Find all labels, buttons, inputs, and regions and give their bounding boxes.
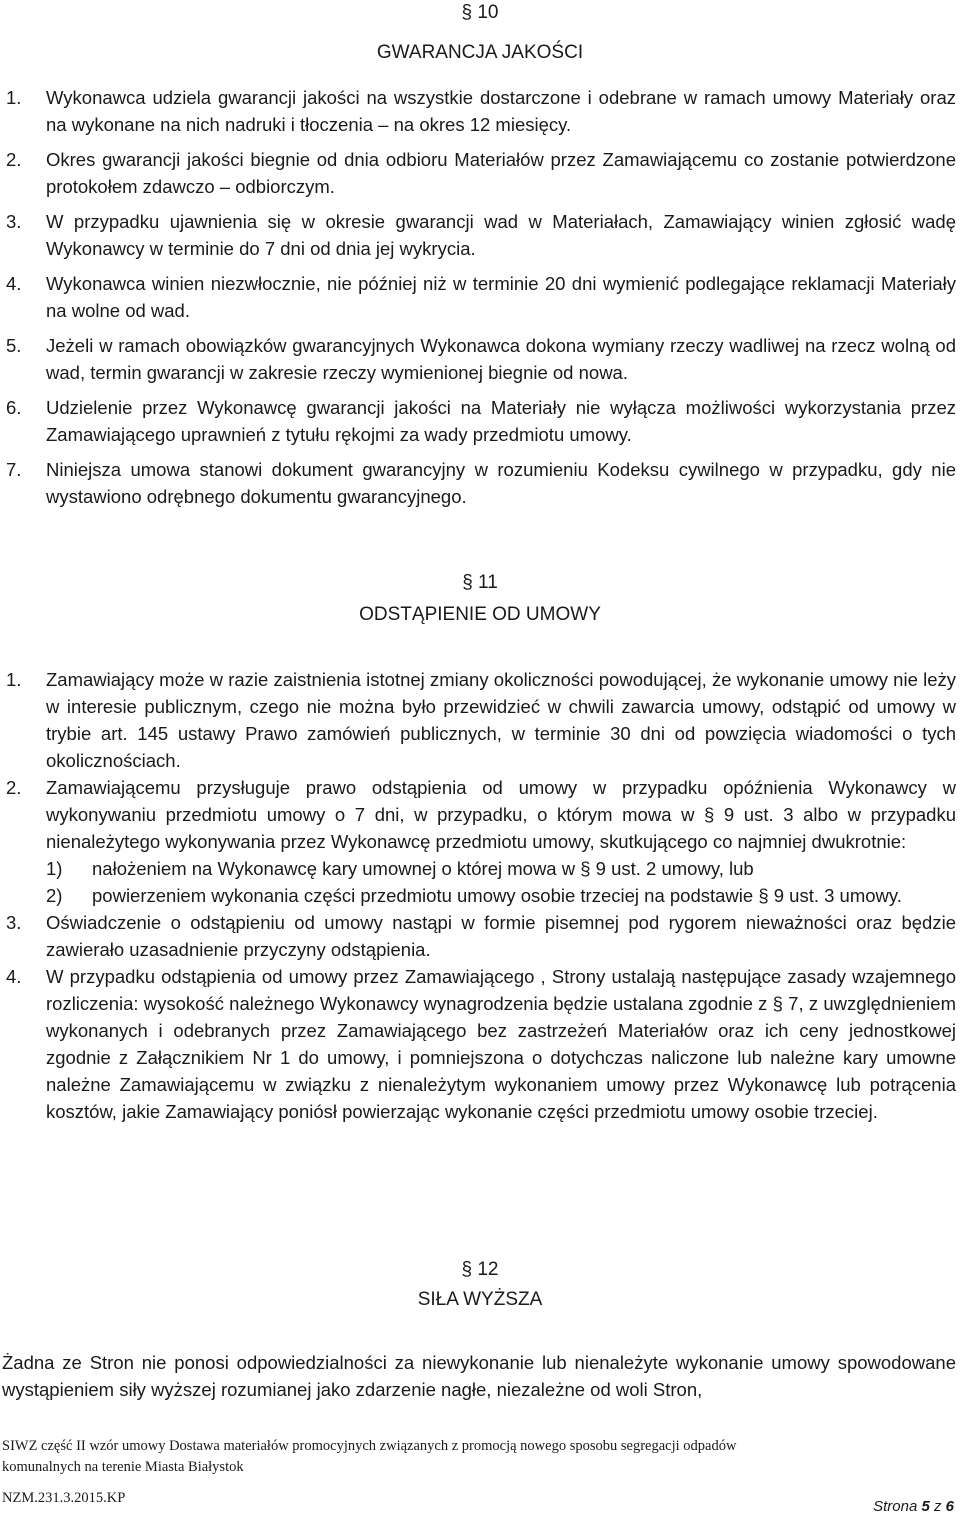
list-item [0,332,960,386]
sub-list-item-number: 1) [46,858,63,879]
list-item-number: 7. [6,459,22,480]
sub-list-item-text: nałożeniem na Wykonawcę kary umownej o której mowa w § 9 ust. 2 umowy, lub [92,858,754,879]
section-10-heading [0,0,960,26]
list-item-text: Niniejsza umowa stanowi dokument gwarancyjny w rozumieniu Kodeksu cywilnego w przypadku, gdy nie wystawiono odrębnego dokumentu gwarancyjnego. [46,459,956,507]
list-item [0,456,960,510]
list-item [0,208,960,262]
list-item-number: 2. [6,777,22,798]
sub-list-item [46,882,956,909]
list-item-text: Jeżeli w ramach obowiązków gwarancyjnych Wykonawca dokona wymiany rzeczy wadliwej na rzecz wolną od wad, termin gwarancji w zakresie rzeczy wymienionej biegnie od nowa. [46,335,956,383]
list-item-text: W przypadku ujawnienia się w okresie gwarancji wad w Materiałach, Zamawiający winien zgłosić wadę Wykonawcy w terminie do 7 dni od dnia jej wykrycia. [46,211,956,259]
list-item-text: Zamawiający może w razie zaistnienia istotnej zmiany okoliczności powodującej, że wykonanie umowy nie leży w interesie publicznym, czego nie można było przewidzieć w chwili zawarcia umowy, odstąpić od umowy w trybie art. 145 ustawy Prawo zamówień publicznych, w terminie 30 dni od powzięcia wiadomości o tych okolicznościach. [46,669,956,771]
page-number-prefix: Strona [873,1498,922,1515]
section-12-number: § 12 [461,1259,499,1280]
page-number-current: 5 [921,1498,930,1515]
section-10-title: GWARANCJA JAKOŚCI [376,42,584,63]
section-11-number: § 11 [462,572,498,593]
page-footer [0,1436,960,1515]
list-item [0,394,960,448]
list-item [0,666,960,774]
section-10-list [0,84,960,510]
section-11-list [0,666,960,1125]
list-item-number: 3. [6,211,22,232]
sub-list-item-number: 2) [46,885,63,906]
list-item-number: 2. [6,149,22,170]
list-item-number: 1. [6,87,22,108]
footer-reference-number: NZM.231.3.2015.KP [2,1490,126,1506]
list-item-number: 4. [6,273,22,294]
list-item-text: Oświadczenie o odstąpieniu od umowy nastąpi w formie pisemnej pod rygorem nieważności oraz będzie zawierało uzasadnienie przyczyny odstąpienia. [46,912,956,960]
list-item-text: Wykonawca udziela gwarancji jakości na wszystkie dostarczone i odebrane w ramach umowy Materiały oraz na wykonane na nich nadruki i tłoczenia – na okres 12 miesięcy. [46,87,956,135]
list-item-number: 6. [6,397,22,418]
section-10-number: § 10 [461,2,499,23]
section-12-title: SIŁA WYŻSZA [417,1289,543,1310]
list-item [0,84,960,138]
list-item [0,146,960,200]
page-number-separator: z [929,1498,946,1515]
footer-document-title-cont: komunalnych na terenie Miasta Białystok [2,1459,244,1475]
page-number [873,1496,954,1517]
page-number-total: 6 [945,1498,954,1515]
sub-list-item-text: powierzeniem wykonania części przedmiotu umowy osobie trzeciej na podstawie § 9 ust. 3 umowy. [92,885,902,906]
section-11-title: ODSTĄPIENIE OD UMOWY [359,604,601,625]
footer-document-title: SIWZ część II wzór umowy Dostawa materiałów promocyjnych związanych z promocją nowego sposobu segregacji odpadów [2,1438,737,1454]
list-item-number: 4. [6,966,22,987]
list-item-number: 1. [6,669,22,690]
list-item-text: Zamawiającemu przysługuje prawo odstąpienia od umowy w przypadku opóźnienia Wykonawcy w wykonywaniu przedmiotu umowy o 7 dni, w przypadku, o którym mowa w § 9 ust. 3 albo w przypadku nienależytego wykonywania przez Wykonawcę przedmiotu umowy, skutkującego co najmniej dwukrotnie: [46,777,956,852]
list-item [0,909,960,963]
list-item-number: 3. [6,912,22,933]
list-item-text: Okres gwarancji jakości biegnie od dnia odbioru Materiałów przez Zamawiającemu co zostanie potwierdzone protokołem zdawczo – odbiorczym. [46,149,956,197]
section-12-paragraph: Żadna ze Stron nie ponosi odpowiedzialności za niewykonanie lub nienależyte wykonanie umowy spowodowane wystąpieniem siły wyższej rozumianej jako zdarzenie nagłe, niezależne od woli Stron, [2,1352,956,1400]
list-item-text: Udzielenie przez Wykonawcę gwarancji jakości na Materiały nie wyłącza możliwości wykorzystania przez Zamawiającego uprawnień z tytułu rękojmi za wady przedmiotu umowy. [46,397,956,445]
list-item-text: W przypadku odstąpienia od umowy przez Zamawiającego , Strony ustalają następujące zasady wzajemnego rozliczenia: wysokość należnego Wykonawcy wynagrodzenia będzie ustalana zgodnie z § 7, z uwzględnieniem wykonanych i odebranych przez Zamawiającego bez zastrzeżeń Materiałów oraz ich ceny jednostkowej zgodnie z Załącznikiem Nr 1 do umowy, i pomniejszona o dotychczas naliczone lub należne kary umowne należne Zamawiającemu w związku z nienależytym wykonaniem umowy przez Wykonawcę lub potrącenia kosztów, jakie Zamawiający poniósł powierzając wykonanie części przedmiotu umowy osobie trzeciej. [46,966,956,1122]
sub-list-item [46,855,956,882]
list-item [0,270,960,324]
list-item [0,963,960,1125]
list-item [0,774,960,909]
list-item-text: Wykonawca winien niezwłocznie, nie później niż w terminie 20 dni wymienić podlegające reklamacji Materiały na wolne od wad. [46,273,956,321]
list-item-number: 5. [6,335,22,356]
